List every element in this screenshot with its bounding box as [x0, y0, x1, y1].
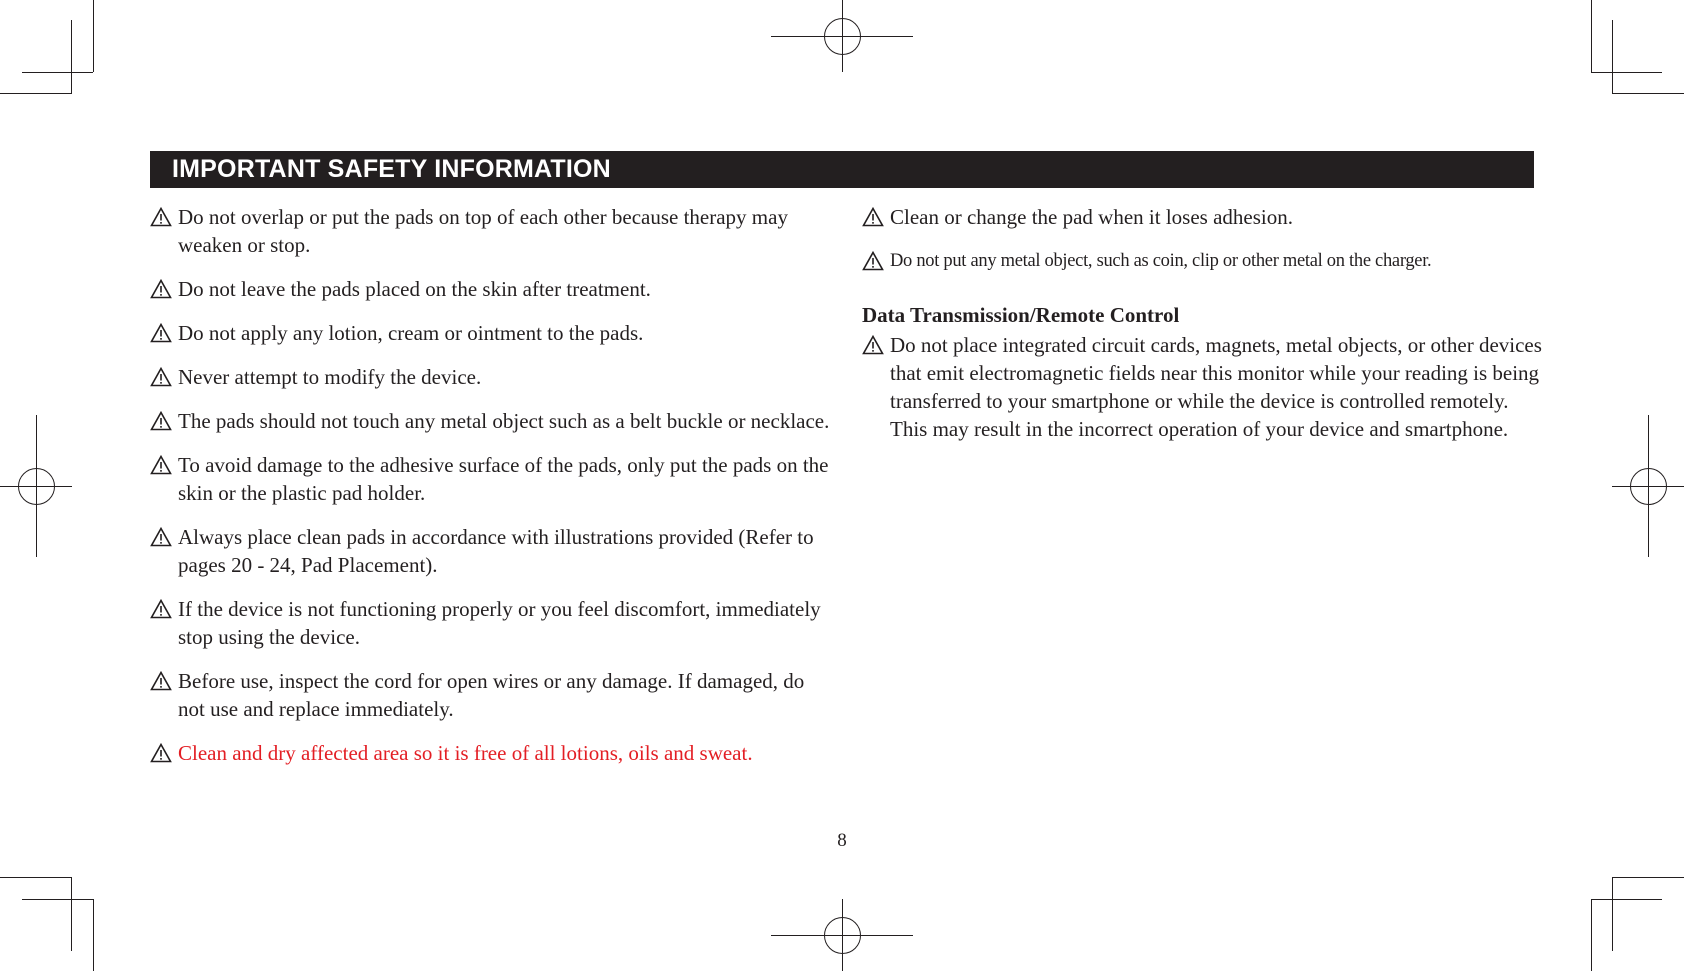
warning-text: Before use, inspect the cord for open wires or any damage. If damaged, do not use and replace immediately. [178, 669, 805, 721]
warning-item [150, 203, 830, 259]
warning-text: Do not put any metal object, such as coin, clip or other metal on the charger. [890, 251, 1432, 271]
section-heading: Data Transmission/Remote Control [862, 303, 1180, 327]
warning-item [150, 363, 830, 391]
warning-item [150, 451, 830, 507]
warning-item [150, 595, 830, 651]
warning-text: Do not place integrated circuit cards, magnets, metal objects, or other devices that emit electromagnetic fields near this monitor while your reading is being transferred to your smartphone or while the device is controlled remotely. This may result in the incorrect operation of your device and smartphone. [890, 333, 1542, 441]
warning-triangle-icon [150, 275, 178, 303]
crop-mark [93, 0, 94, 72]
warning-triangle-icon [862, 247, 890, 275]
crop-mark [1612, 877, 1613, 951]
warning-item [150, 407, 830, 435]
warning-item [150, 667, 830, 723]
warning-triangle-icon [150, 667, 178, 695]
crop-mark [0, 877, 71, 878]
crop-mark [71, 20, 72, 94]
warning-item [862, 203, 1542, 231]
warning-text: Do not apply any lotion, cream or ointment to the pads. [178, 321, 644, 345]
crop-mark [0, 93, 71, 94]
warning-text: Do not leave the pads placed on the skin after treatment. [178, 277, 651, 301]
warning-triangle-icon [150, 319, 178, 347]
crop-mark [22, 72, 93, 73]
warning-item [150, 523, 830, 579]
warning-text: Always place clean pads in accordance with illustrations provided (Refer to pages 20 - 24, Pad Placement). [178, 525, 814, 577]
registration-circle [824, 18, 861, 55]
crop-mark [22, 899, 93, 900]
warning-item [862, 331, 1542, 443]
warning-triangle-icon [150, 523, 178, 551]
warning-text: Clean or change the pad when it loses adhesion. [890, 205, 1293, 229]
warning-text: To avoid damage to the adhesive surface of the pads, only put the pads on the skin or the plastic pad holder. [178, 453, 829, 505]
registration-circle [1630, 468, 1667, 505]
warning-triangle-icon [150, 363, 178, 391]
warning-item [150, 275, 830, 303]
section-banner [150, 151, 1534, 188]
warning-triangle-icon [150, 451, 178, 479]
crop-mark [1591, 899, 1592, 971]
crop-mark [1591, 72, 1662, 73]
warning-text: The pads should not touch any metal object such as a belt buckle or necklace. [178, 409, 830, 433]
warning-triangle-icon [862, 331, 890, 359]
crop-mark [1591, 899, 1662, 900]
page-title: IMPORTANT SAFETY INFORMATION [172, 155, 611, 183]
crop-mark [1612, 20, 1613, 94]
warning-text-highlighted: Clean and dry affected area so it is free of all lotions, oils and sweat. [178, 741, 753, 765]
crop-mark [71, 877, 72, 951]
warning-triangle-icon [150, 203, 178, 231]
warning-triangle-icon [150, 407, 178, 435]
crop-mark [1612, 93, 1684, 94]
warning-item-highlighted [150, 739, 830, 767]
crop-mark [93, 899, 94, 971]
warning-item [862, 247, 1542, 275]
warning-text: If the device is not functioning properly or you feel discomfort, immediately stop using the device. [178, 597, 821, 649]
warning-triangle-icon [150, 739, 178, 767]
left-column [150, 203, 830, 783]
warning-item [150, 319, 830, 347]
crop-mark [1612, 877, 1684, 878]
warning-triangle-icon [862, 203, 890, 231]
registration-circle [18, 468, 55, 505]
warning-text: Never attempt to modify the device. [178, 365, 482, 389]
page-number: 8 [837, 830, 847, 851]
warning-text: Do not overlap or put the pads on top of each other because therapy may weaken or stop. [178, 205, 788, 257]
crop-mark [1591, 0, 1592, 72]
registration-circle [824, 917, 861, 954]
right-column [862, 203, 1542, 459]
warning-triangle-icon [150, 595, 178, 623]
